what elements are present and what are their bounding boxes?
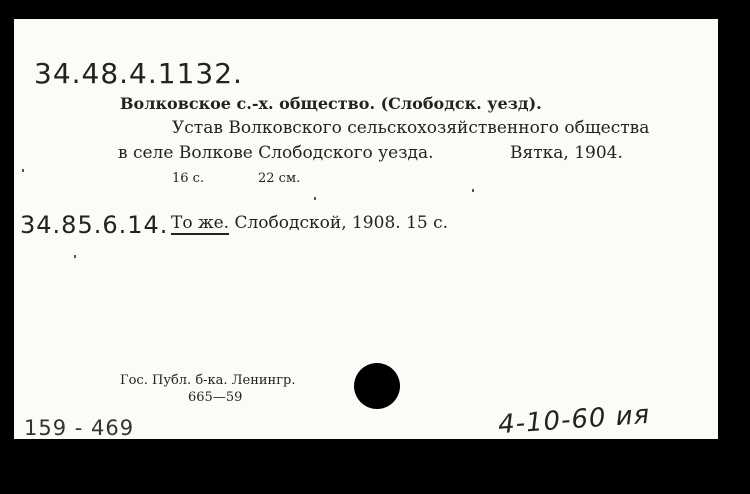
paper-speck xyxy=(74,255,76,258)
pages-count: 16 с. xyxy=(172,171,205,186)
library-stamp-line-1: Гос. Публ. б-ка. Ленингр. xyxy=(120,373,296,388)
handwritten-note-left: 159 - 469 xyxy=(24,416,135,440)
punch-hole xyxy=(354,363,400,409)
size-cm: 22 см. xyxy=(258,171,301,186)
paper-speck xyxy=(314,197,316,200)
title-line-2: в селе Волкове Слободского уезда. xyxy=(118,143,434,163)
card-heading: Волковское с.-х. общество. (Слободск. уезд). xyxy=(120,94,542,113)
call-number-mid: 34.85.6.14. xyxy=(20,211,169,239)
edition-rest: Слободской, 1908. 15 с. xyxy=(229,213,449,233)
handwritten-note-right: 4-10-60 ия xyxy=(497,399,652,441)
call-number-top: 34.48.4.1132. xyxy=(34,57,243,90)
paper-speck xyxy=(22,169,24,172)
paper-speck xyxy=(472,189,474,192)
title-line-1: Устав Волковского сельскохозяйственного общества xyxy=(172,118,650,138)
library-stamp-line-2: 665—59 xyxy=(188,390,243,405)
place-year: Вятка, 1904. xyxy=(510,143,623,163)
edition-lead: То же. xyxy=(171,213,230,233)
edition-note xyxy=(171,213,448,233)
catalog-card xyxy=(14,19,718,439)
